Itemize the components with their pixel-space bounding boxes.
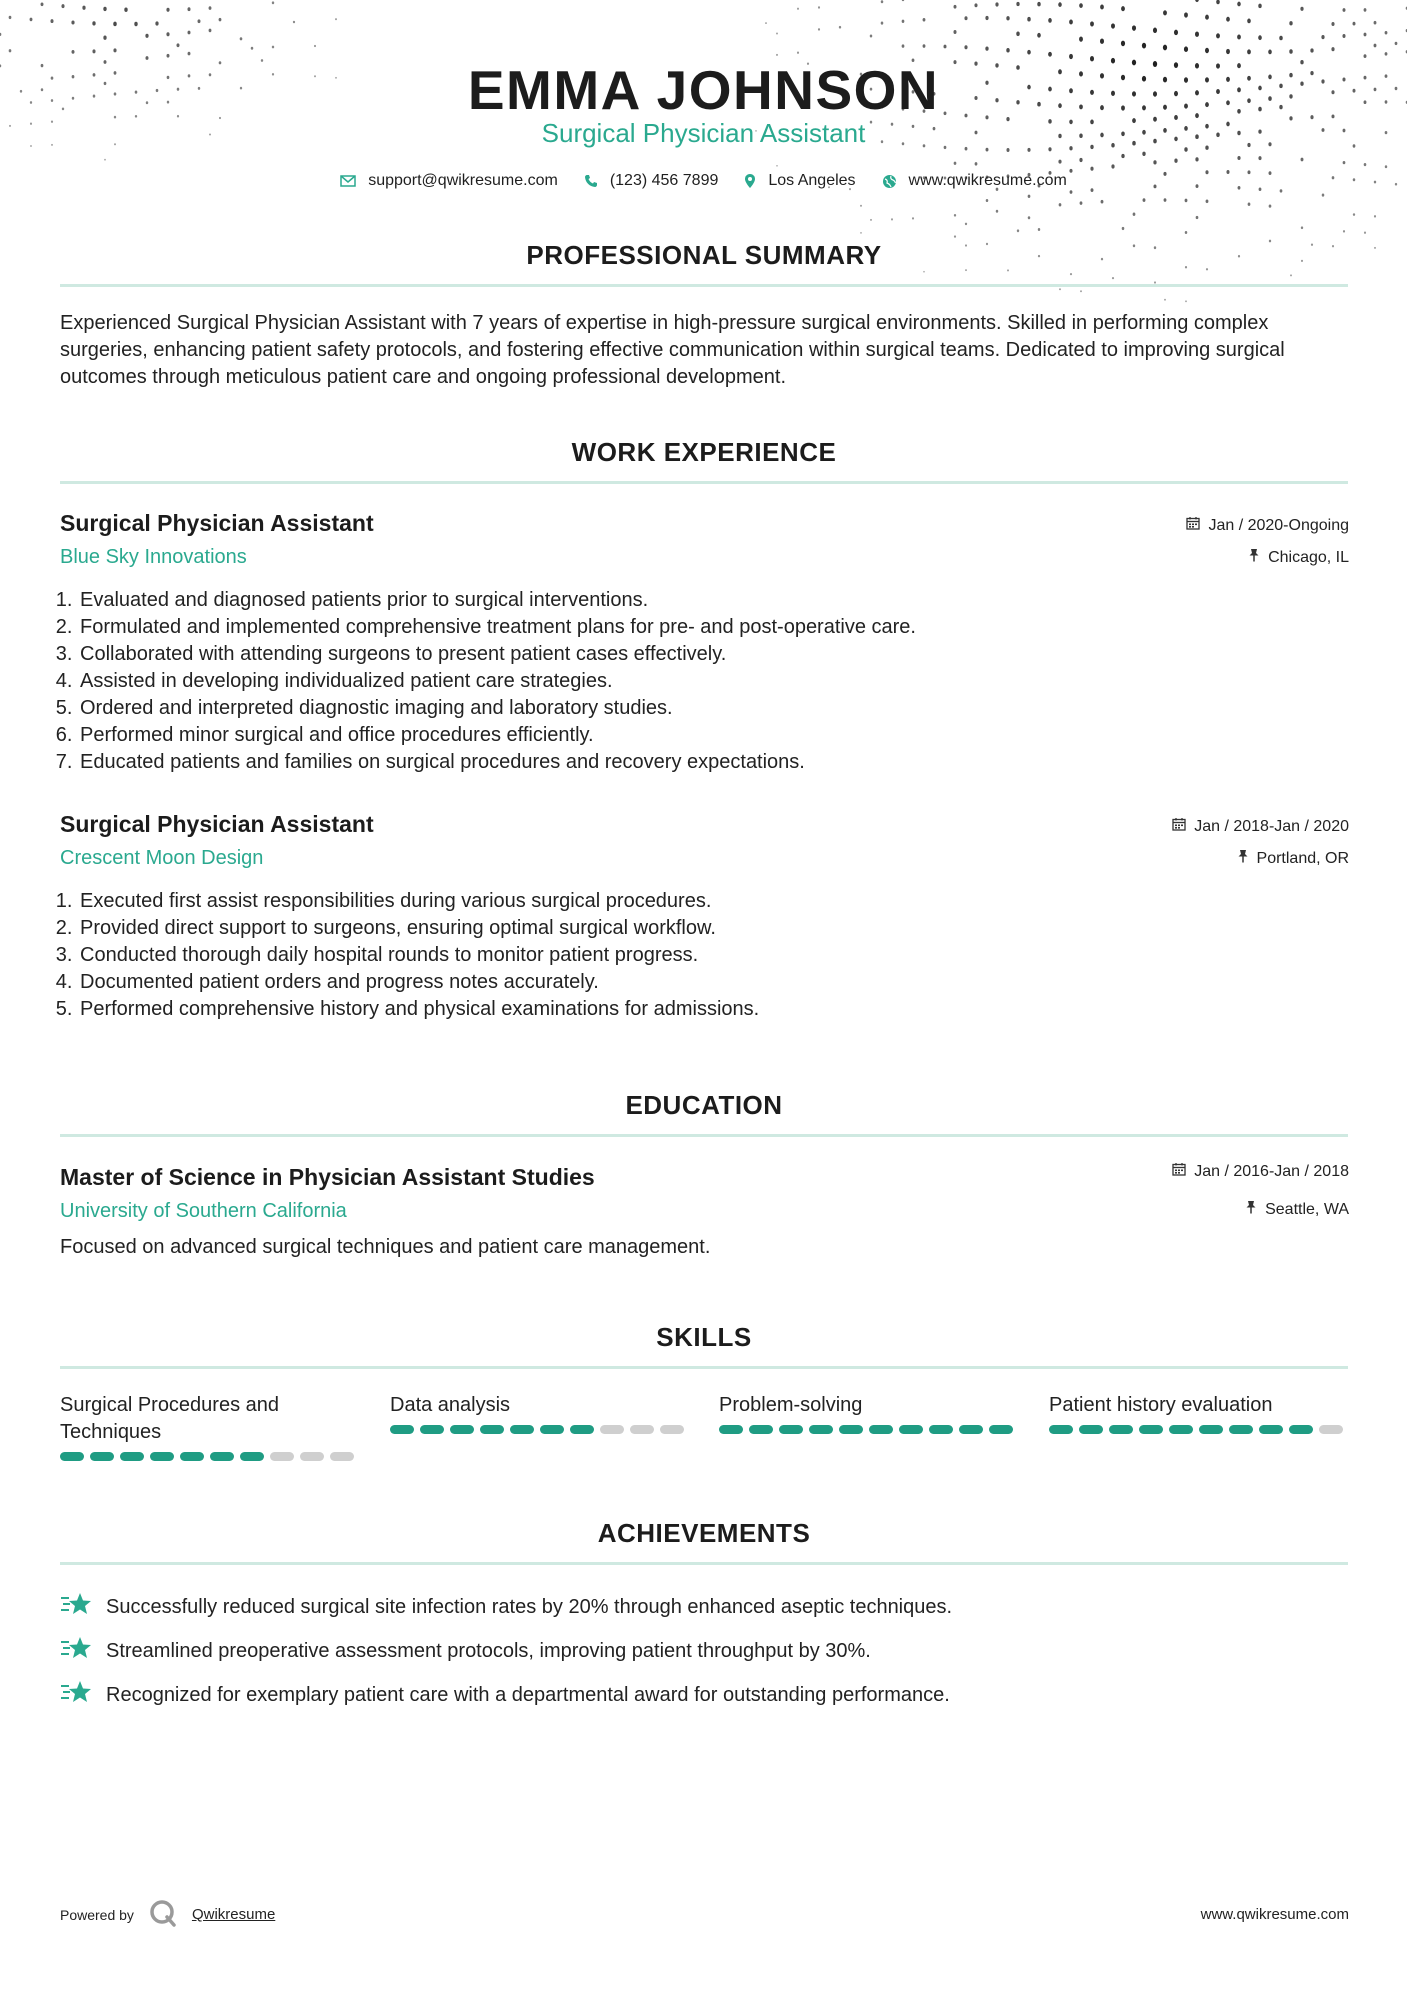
skill-label: Problem-solving (719, 1394, 863, 1416)
list-item: 3. Collaborated with attending surgeons to present patient cases effectively. (78, 641, 1328, 668)
job-title: Surgical Physician Assistant (60, 811, 374, 837)
skill-segment (390, 1425, 414, 1434)
job-title: Surgical Physician Assistant (60, 510, 374, 536)
job-location (1248, 548, 1349, 567)
section-divider (60, 284, 1348, 287)
section-divider (60, 1134, 1348, 1137)
skill-segment (959, 1425, 983, 1434)
pushpin-icon (1248, 548, 1260, 567)
education-location (1245, 1200, 1349, 1219)
skill-segment (150, 1452, 174, 1461)
skill-segment (1199, 1425, 1223, 1434)
skills-heading: SKILLS (656, 1322, 752, 1352)
candidate-name: EMMA JOHNSON (467, 59, 940, 121)
skill-segment (869, 1425, 893, 1434)
list-item: 2. Formulated and implemented comprehensive treatment plans for pre- and post-operative care. (78, 614, 1328, 641)
skill-segment (420, 1425, 444, 1434)
map-pin-icon (744, 173, 756, 189)
skill-segment (1049, 1425, 1073, 1434)
skill-segment (1259, 1425, 1283, 1434)
skill-item (60, 1392, 360, 1461)
qwikresume-logo-icon (148, 1898, 178, 1931)
contact-email[interactable] (340, 172, 558, 190)
footer-website[interactable]: www.qwikresume.com (1200, 1906, 1349, 1923)
list-item: 2. Provided direct support to surgeons, ensuring optimal surgical workflow. (78, 915, 1328, 942)
globe-icon (882, 174, 897, 189)
company-name: Crescent Moon Design (60, 847, 264, 869)
achievements-heading: ACHIEVEMENTS (597, 1518, 811, 1548)
list-item: 1. Evaluated and diagnosed patients prior to surgical interventions. (78, 587, 1328, 614)
section-divider (60, 1562, 1348, 1565)
skill-item (390, 1392, 690, 1434)
skill-segment (1109, 1425, 1133, 1434)
list-item: 1. Executed first assist responsibilities during various surgical procedures. (78, 888, 1328, 915)
duties-list (52, 587, 1328, 776)
skill-segment (630, 1425, 654, 1434)
skill-segment (1079, 1425, 1103, 1434)
star-icon (60, 1635, 92, 1667)
calendar-icon (1172, 1162, 1186, 1181)
skill-item (719, 1392, 1019, 1434)
skill-segment (1139, 1425, 1163, 1434)
skill-segment (90, 1452, 114, 1461)
education-heading: EDUCATION (625, 1090, 783, 1120)
skill-segment (60, 1452, 84, 1461)
list-item: 7. Educated patients and families on surgical procedures and recovery expectations. (78, 749, 1328, 776)
list-item: 4. Assisted in developing individualized patient care strategies. (78, 668, 1328, 695)
skill-level-bar (1049, 1425, 1349, 1434)
contact-location (744, 172, 855, 190)
skill-segment (899, 1425, 923, 1434)
skill-level-bar (719, 1425, 1019, 1434)
pushpin-icon (1237, 849, 1249, 868)
achievement-text: Recognized for exemplary patient care with a departmental award for outstanding performance. (106, 1683, 950, 1706)
section-divider (60, 1366, 1348, 1369)
powered-by-label: Powered by (60, 1906, 134, 1923)
skill-label: Patient history evaluation (1049, 1394, 1273, 1416)
skill-segment (450, 1425, 474, 1434)
skill-segment (719, 1425, 743, 1434)
skill-segment (1229, 1425, 1253, 1434)
achievement-text: Streamlined preoperative assessment protocols, improving patient throughput by 30%. (106, 1639, 871, 1662)
section-divider (60, 481, 1348, 484)
pushpin-icon (1245, 1200, 1257, 1219)
skill-level-bar (60, 1452, 360, 1461)
skill-segment (989, 1425, 1013, 1434)
candidate-title: Surgical Physician Assistant (541, 118, 866, 148)
phone-icon (584, 174, 598, 188)
calendar-icon (1172, 817, 1186, 836)
education-dates (1172, 1162, 1349, 1181)
skill-segment (809, 1425, 833, 1434)
email-text: support@qwikresume.com (368, 172, 558, 189)
skill-segment (570, 1425, 594, 1434)
job-dates (1186, 516, 1349, 535)
contact-bar (0, 172, 1407, 190)
calendar-icon (1186, 516, 1200, 535)
list-item: 6. Performed minor surgical and office procedures efficiently. (78, 722, 1328, 749)
footer-credit (60, 1898, 275, 1931)
achievement-text: Successfully reduced surgical site infection rates by 20% through enhanced aseptic techniques. (106, 1595, 953, 1618)
skill-segment (180, 1452, 204, 1461)
skill-segment (510, 1425, 534, 1434)
location-text: Chicago, IL (1268, 548, 1349, 566)
duties-list (52, 888, 1328, 1023)
achievement-item (60, 1679, 950, 1711)
contact-phone[interactable] (584, 172, 719, 190)
skill-segment (480, 1425, 504, 1434)
summary-text: Experienced Surgical Physician Assistant with 7 years of expertise in high-pressure surgical environments. Skilled in performing complex surgeries, enhancing patient safety protocols, and fostering effective communication within surgical teams. Dedicated to improving surgical outcomes through meticulous patient care and ongoing professional development. (60, 312, 1285, 388)
skill-level-bar (390, 1425, 690, 1434)
achievement-item (60, 1635, 871, 1667)
skill-segment (210, 1452, 234, 1461)
list-item: 5. Performed comprehensive history and physical examinations for admissions. (78, 996, 1328, 1023)
envelope-icon (340, 175, 356, 187)
contact-website[interactable] (882, 172, 1067, 190)
dates-text: Jan / 2016-Jan / 2018 (1194, 1162, 1349, 1180)
skill-segment (839, 1425, 863, 1434)
skill-segment (749, 1425, 773, 1434)
list-item: 5. Ordered and interpreted diagnostic imaging and laboratory studies. (78, 695, 1328, 722)
skill-segment (600, 1425, 624, 1434)
skill-label: Data analysis (390, 1394, 511, 1416)
star-icon (60, 1679, 92, 1711)
company-name: Blue Sky Innovations (60, 546, 247, 568)
skill-segment (1169, 1425, 1193, 1434)
summary-heading: PROFESSIONAL SUMMARY (526, 240, 882, 270)
skill-segment (330, 1452, 354, 1461)
school-name: University of Southern California (60, 1200, 347, 1222)
website-text: www.qwikresume.com (908, 172, 1067, 189)
skill-segment (270, 1452, 294, 1461)
dates-text: Jan / 2018-Jan / 2020 (1194, 817, 1349, 835)
brand-link[interactable]: Qwikresume (191, 1906, 276, 1923)
list-item: 3. Conducted thorough daily hospital rounds to monitor patient progress. (78, 942, 1328, 969)
dates-text: Jan / 2020-Ongoing (1208, 516, 1349, 534)
skill-item (1049, 1392, 1349, 1434)
skill-segment (540, 1425, 564, 1434)
list-item: 4. Documented patient orders and progress notes accurately. (78, 969, 1328, 996)
skill-segment (1289, 1425, 1313, 1434)
job-dates (1172, 817, 1349, 836)
location-text: Portland, OR (1256, 849, 1349, 867)
skill-segment (1319, 1425, 1343, 1434)
location-text: Seattle, WA (1265, 1200, 1349, 1218)
skill-segment (779, 1425, 803, 1434)
skill-segment (120, 1452, 144, 1461)
job-location (1237, 849, 1349, 868)
skill-segment (929, 1425, 953, 1434)
education-description: Focused on advanced surgical techniques and patient care management. (60, 1236, 711, 1258)
skill-segment (660, 1425, 684, 1434)
experience-heading: WORK EXPERIENCE (571, 437, 837, 467)
star-icon (60, 1591, 92, 1623)
degree-title: Master of Science in Physician Assistant Studies (60, 1164, 595, 1190)
phone-text: (123) 456 7899 (609, 172, 719, 189)
location-text: Los Angeles (768, 172, 856, 189)
skill-segment (240, 1452, 264, 1461)
achievement-item (60, 1591, 952, 1623)
skill-label: Surgical Procedures and Techniques (60, 1394, 280, 1443)
skill-segment (300, 1452, 324, 1461)
